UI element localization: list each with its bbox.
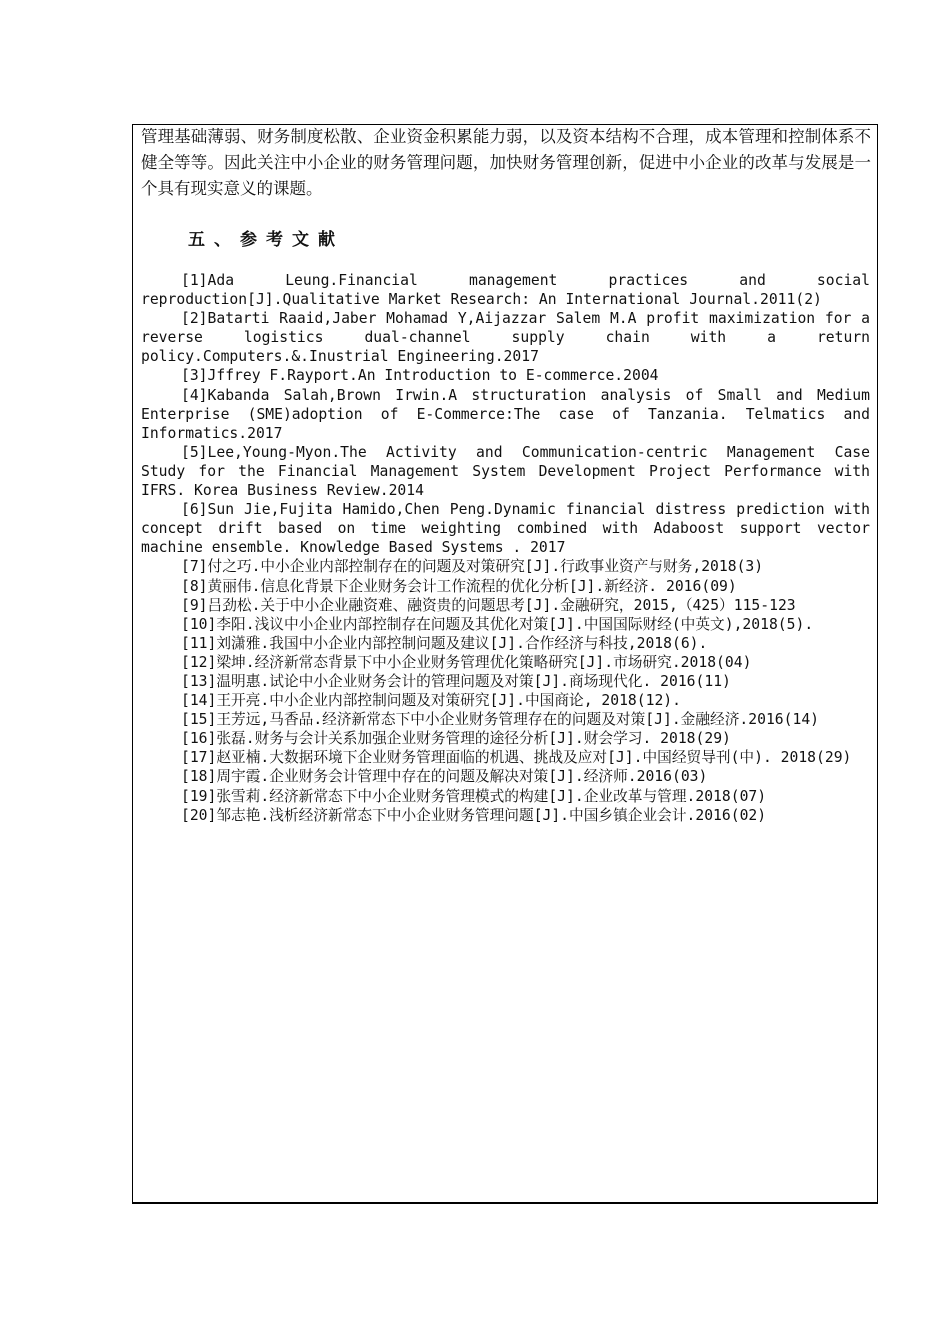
- reference-item: [18]周宇霞.企业财务会计管理中存在的问题及解决对策[J].经济师.2016(03): [181, 768, 708, 786]
- reference-item: [13]温明惠.试论中小企业财务会计的管理问题及对策[J].商场现代化. 2016(11): [181, 672, 731, 690]
- reference-item: [17]赵亚楠.大数据环境下企业财务管理面临的机遇、挑战及应对[J].中国经贸导刊(中). 2018(29): [181, 749, 852, 767]
- reference-item: [10]李阳.浅议中小企业内部控制存在问题及其优化对策[J].中国国际财经(中英文),2018(5).: [181, 615, 814, 633]
- reference-item: [12]梁坤.经济新常态背景下中小企业财务管理优化策略研究[J].市场研究.2018(04): [181, 653, 752, 671]
- reference-list: [141, 271, 870, 825]
- intro-paragraph: [141, 124, 871, 202]
- reference-item: [3]Jffrey F.Rayport.An Introduction to E-commerce.2004: [181, 367, 659, 385]
- reference-item: [6]Sun Jie,Fujita Hamido,Chen Peng.Dynamic financial distress prediction with concept drift based on time weighting combined with Adaboost support vector machine ensemble. Knowledge Based Systems . 2017: [141, 501, 870, 557]
- reference-item: [8]黄丽伟.信息化背景下企业财务会计工作流程的优化分析[J].新经济. 2016(09): [181, 577, 737, 595]
- reference-item: [19]张雪莉.经济新常态下中小企业财务管理模式的构建[J].企业改革与管理.2018(07): [181, 787, 767, 805]
- reference-item: [1]Ada Leung.Financial management practices and social reproduction[J].Qualitative Market Research: An International Journal.2011(2): [141, 272, 870, 309]
- section-heading: 五、参考文献: [188, 230, 344, 250]
- reference-item: [2]Batarti Raaid,Jaber Mohamad Y,Aijazzar Salem M.A profit maximization for a reverse logistics dual-channel supply chain with a return policy.Computers.&.Inustrial Engineering.2017: [141, 310, 870, 366]
- intro-text: 管理基础薄弱、财务制度松散、企业资金积累能力弱，以及资本结构不合理，成本管理和控制体系不健全等等。因此关注中小企业的财务管理问题，加快财务管理创新，促进中小企业的改革与发展是一个具有现实意义的课题。: [141, 127, 871, 198]
- reference-item: [20]邹志艳.浅析经济新常态下中小企业财务管理问题[J].中国乡镇企业会计.2016(02): [181, 806, 767, 824]
- reference-item: [14]王开亮.中小企业内部控制问题及对策研究[J].中国商论, 2018(12).: [181, 692, 681, 710]
- reference-item: [5]Lee,Young-Myon.The Activity and Communication-centric Management Case Study for the Financial Management System Development Project Performance with IFRS. Korea Business Review.2014: [141, 443, 870, 500]
- reference-item: [11]刘潇雅.我国中小企业内部控制问题及建议[J].合作经济与科技,2018(6).: [181, 634, 708, 652]
- reference-item: [7]付之巧.中小企业内部控制存在的问题及对策研究[J].行政事业资产与财务,2018(3): [181, 558, 764, 576]
- reference-item: [9]吕劲松.关于中小企业融资难、融资贵的问题思考[J].金融研究，2015,（425）115-123: [181, 596, 796, 614]
- reference-item: [4]Kabanda Salah,Brown Irwin.A structuration analysis of Small and Medium Enterprise (SME)adoption of E-Commerce:The case of Tanzania. Telmatics and Informatics.2017: [141, 386, 870, 442]
- reference-item: [15]王芳远,马香品.经济新常态下中小企业财务管理存在的问题及对策[J].金融经济.2016(14): [181, 711, 820, 729]
- reference-item: [16]张磊.财务与会计关系加强企业财务管理的途径分析[J].财会学习. 2018(29): [181, 730, 731, 748]
